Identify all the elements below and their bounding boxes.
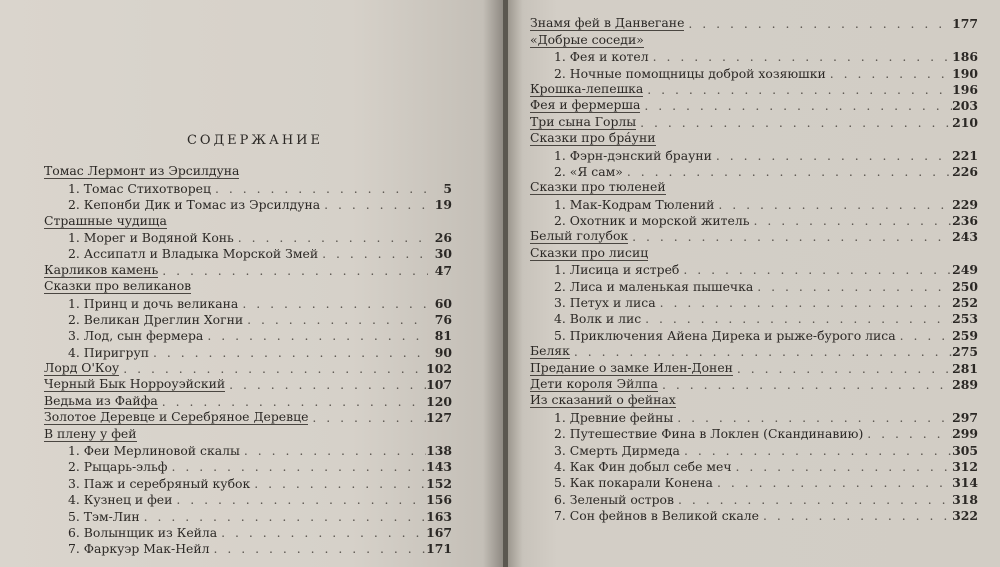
toc-page-number: 186 <box>952 49 978 65</box>
toc-page-number: 253 <box>952 311 978 327</box>
toc-entry-title: Страшные чудища <box>44 212 167 228</box>
toc-page-number: 210 <box>952 114 978 130</box>
dot-leader <box>240 443 426 458</box>
dot-leader <box>318 246 428 261</box>
toc-entry-title: 5. Как покарали Конена <box>554 475 713 491</box>
toc-entry-title: В плену у фей <box>44 425 137 441</box>
toc-entry-title: Лорд О'Коу <box>44 360 120 376</box>
toc-entry <box>44 311 452 327</box>
toc-entry-title: Карликов камень <box>44 261 159 277</box>
dot-leader <box>636 115 952 130</box>
dot-leader <box>679 262 952 277</box>
toc-entry <box>530 441 978 457</box>
toc-section-entry <box>44 261 452 277</box>
toc-entry-title: 1. Принц и дочь великана <box>68 295 239 311</box>
dot-leader <box>684 16 952 31</box>
toc-entry <box>44 458 452 474</box>
toc-page-number: 47 <box>434 262 452 278</box>
toc-page-number: 236 <box>952 213 978 229</box>
toc-entry <box>44 343 452 359</box>
toc-entry-title: Из сказаний о фейнах <box>530 392 676 408</box>
toc-entry-title: «Добрые соседи» <box>530 31 644 47</box>
toc-entry-title: 4. Пиригруп <box>68 344 149 360</box>
toc-page-number: 5 <box>443 180 452 196</box>
toc-entry-title: 1. Мак-Кодрам Тюлений <box>554 196 715 212</box>
dot-leader <box>640 98 952 113</box>
toc-page-number: 171 <box>426 541 452 557</box>
toc-entry-title: 1. Древние фейны <box>554 409 674 425</box>
toc-entry <box>530 490 978 506</box>
toc-entry-title: 5. Тэм-Лин <box>68 508 140 524</box>
toc-entry-title: Беляк <box>530 343 570 359</box>
toc-page-number: 229 <box>952 196 978 212</box>
toc-page-number: 289 <box>952 376 978 392</box>
toc-entry <box>530 212 978 228</box>
toc-section-entry <box>44 409 452 425</box>
toc-entry <box>44 507 452 523</box>
toc-entry <box>530 277 978 293</box>
dot-leader <box>826 66 952 81</box>
dot-leader <box>238 296 428 311</box>
toc-entry-title: Томас Лермонт из Эрсилдуна <box>44 163 240 179</box>
toc-page-number: 281 <box>952 360 978 376</box>
toc-section-entry <box>44 425 452 441</box>
toc-entry-title: 1. Феи Мерлиновой скалы <box>68 443 240 459</box>
toc-page-number: 152 <box>426 475 452 491</box>
toc-page-number: 76 <box>434 311 452 327</box>
dot-leader <box>656 295 953 310</box>
toc-entry-title: Крошка-лепешка <box>530 80 644 96</box>
dot-leader <box>641 311 952 326</box>
toc-page-number: 259 <box>952 327 978 343</box>
toc-entry-title: 5. Приключения Айена Дирека и рыже-бурого лиса <box>554 327 896 343</box>
toc-entry <box>530 507 978 523</box>
toc-entry-title: 2. Кепонби Дик и Томас из Эрсилдуна <box>68 197 321 213</box>
toc-section-entry <box>530 343 978 359</box>
toc-entry <box>530 474 978 490</box>
toc-entry <box>44 245 452 261</box>
toc-page-number: 90 <box>434 344 452 360</box>
toc-entry <box>44 524 452 540</box>
page-title: СОДЕРЖАНИЕ <box>186 133 324 148</box>
toc-page-number: 322 <box>952 508 978 524</box>
toc-entry-title: Сказки про тюленей <box>530 179 666 195</box>
dot-leader <box>209 541 426 556</box>
dot-leader <box>714 197 952 212</box>
toc-page-number: 297 <box>952 409 978 425</box>
toc-entry-title: Три сына Горлы <box>530 113 637 129</box>
toc-entry <box>44 491 452 507</box>
dot-leader <box>225 377 426 392</box>
dot-leader <box>759 508 952 523</box>
toc-entry-title: Предание о замке Илен-Донен <box>530 359 733 375</box>
toc-entry-title: 1. Морег и Водяной Конь <box>68 229 234 245</box>
toc-page-number: 177 <box>952 16 978 32</box>
dot-leader <box>570 344 952 359</box>
dot-leader <box>217 525 426 540</box>
dot-leader <box>680 443 952 458</box>
toc-entry-title: 2. Путешествие Фина в Локлен (Скандинавию) <box>554 426 864 442</box>
toc-right-column <box>530 15 978 523</box>
dot-leader <box>673 410 952 425</box>
dot-leader <box>250 476 426 491</box>
toc-entry-title: 3. Смерть Дирмеда <box>554 442 680 458</box>
dot-leader <box>119 361 426 376</box>
toc-section-entry <box>530 113 978 129</box>
dot-leader <box>643 82 952 97</box>
toc-entry-title: 7. Сон фейнов в Великой скале <box>554 508 759 524</box>
toc-page-number: 19 <box>434 197 452 213</box>
toc-page-number: 30 <box>434 246 452 262</box>
toc-entry-title: Сказки про лисиц <box>530 244 649 260</box>
toc-entry <box>530 408 978 424</box>
toc-entry-title: Черный Бык Норроуэйский <box>44 376 226 392</box>
toc-entry <box>530 48 978 64</box>
toc-page-number: 275 <box>952 344 978 360</box>
toc-entry <box>44 540 452 556</box>
toc-section-entry <box>44 278 452 294</box>
toc-entry <box>530 146 978 162</box>
toc-page-number: 138 <box>426 443 452 459</box>
dot-leader <box>623 164 952 179</box>
toc-entry-title: 4. Как Фин добыл себе меч <box>554 458 732 474</box>
dot-leader <box>172 492 426 507</box>
toc-page-number: 127 <box>426 410 452 426</box>
toc-page-number: 318 <box>952 491 978 507</box>
toc-entry <box>44 229 452 245</box>
dot-leader <box>732 459 953 474</box>
toc-section-entry <box>530 392 978 408</box>
toc-entry-title: 3. Паж и серебряный кубок <box>68 475 251 491</box>
toc-left-column <box>44 163 452 556</box>
toc-entry-title: 4. Кузнец и феи <box>68 492 173 508</box>
toc-page-number: 305 <box>952 442 978 458</box>
toc-entry-title: Белый голубок <box>530 228 629 244</box>
dot-leader <box>308 410 426 425</box>
toc-section-entry <box>44 392 452 408</box>
toc-entry <box>530 425 978 441</box>
toc-page-number: 312 <box>952 458 978 474</box>
toc-page-number: 120 <box>426 393 452 409</box>
dot-leader <box>753 279 952 294</box>
dot-leader <box>674 492 952 507</box>
toc-entry-title: 2. Рыцарь-эльф <box>68 459 168 475</box>
toc-entry-title: Фея и фермерша <box>530 97 641 113</box>
toc-entry <box>530 64 978 80</box>
toc-section-entry <box>530 31 978 47</box>
toc-entry <box>530 163 978 179</box>
toc-entry-title: 7. Фаркуэр Мак-Нейл <box>68 541 210 557</box>
toc-section-entry <box>530 81 978 97</box>
dot-leader <box>896 328 953 343</box>
dot-leader <box>863 426 952 441</box>
dot-leader <box>149 345 428 360</box>
toc-section-entry <box>530 179 978 195</box>
toc-section-entry <box>530 15 978 31</box>
toc-entry <box>44 196 452 212</box>
toc-entry-title: 2. Охотник и морской житель <box>554 213 750 229</box>
toc-entry-title: 3. Лод, сын фермера <box>68 328 204 344</box>
right-page <box>508 0 1000 567</box>
toc-page-number: 102 <box>426 361 452 377</box>
toc-page-number: 156 <box>426 492 452 508</box>
toc-page-number: 250 <box>952 278 978 294</box>
toc-section-entry <box>44 376 452 392</box>
toc-entry-title: Золотое Деревце и Серебряное Деревце <box>44 409 309 425</box>
dot-leader <box>243 312 428 327</box>
toc-entry <box>530 310 978 326</box>
toc-entry-title: 2. Лиса и маленькая пышечка <box>554 278 754 294</box>
toc-entry-title: 2. Ассипатл и Владыка Морской Змей <box>68 246 319 262</box>
toc-entry-title: 1. Фея и котел <box>554 49 649 65</box>
toc-entry <box>530 294 978 310</box>
toc-entry-title: 4. Волк и лис <box>554 311 642 327</box>
toc-entry-title: 3. Петух и лиса <box>554 295 656 311</box>
toc-section-entry <box>530 228 978 244</box>
toc-entry-title: Сказки про брáуни <box>530 130 656 146</box>
toc-page-number: 143 <box>426 459 452 475</box>
toc-entry <box>44 442 452 458</box>
toc-page-number: 26 <box>434 229 452 245</box>
dot-leader <box>320 197 428 212</box>
dot-leader <box>649 49 953 64</box>
toc-page-number: 299 <box>952 426 978 442</box>
dot-leader <box>158 394 426 409</box>
dot-leader <box>167 459 426 474</box>
toc-page-number: 314 <box>952 475 978 491</box>
toc-entry-title: 1. Лисица и ястреб <box>554 262 680 278</box>
toc-section-entry <box>44 212 452 228</box>
toc-entry-title: 6. Волынщик из Кейла <box>68 524 218 540</box>
toc-page-number: 226 <box>952 163 978 179</box>
toc-page-number: 252 <box>952 295 978 311</box>
toc-entry-title: Сказки про великанов <box>44 278 192 294</box>
dot-leader <box>733 361 952 376</box>
toc-page-number: 107 <box>426 377 452 393</box>
toc-page-number: 203 <box>952 98 978 114</box>
toc-page-number: 190 <box>952 65 978 81</box>
toc-page-number: 60 <box>434 295 452 311</box>
toc-entry <box>44 474 452 490</box>
toc-page-number: 196 <box>952 81 978 97</box>
toc-entry-title: 6. Зеленый остров <box>554 491 674 507</box>
toc-section-entry <box>44 360 452 376</box>
toc-page-number: 243 <box>952 229 978 245</box>
toc-entry <box>530 261 978 277</box>
dot-leader <box>203 328 428 343</box>
toc-section-entry <box>530 97 978 113</box>
toc-page-number: 249 <box>952 262 978 278</box>
toc-entry <box>530 458 978 474</box>
dot-leader <box>628 229 952 244</box>
toc-page-number: 163 <box>426 508 452 524</box>
toc-entry-title: Знамя фей в Данвегане <box>530 15 685 31</box>
toc-entry <box>44 294 452 310</box>
toc-section-entry <box>530 359 978 375</box>
dot-leader <box>234 230 428 245</box>
toc-entry-title: 2. Ночные помощницы доброй хозяюшки <box>554 65 826 81</box>
toc-section-entry <box>530 130 978 146</box>
toc-entry-title: 2. Великан Дреглин Хогни <box>68 311 244 327</box>
toc-section-entry <box>530 376 978 392</box>
dot-leader <box>211 181 428 196</box>
toc-entry-title: 1. Фэрн-дэнский брауни <box>554 147 712 163</box>
dot-leader <box>158 263 428 278</box>
toc-entry <box>44 179 452 195</box>
toc-entry-title: 1. Томас Стихотворец <box>68 180 211 196</box>
toc-entry-title: Дети короля Эйлпа <box>530 375 658 391</box>
dot-leader <box>140 509 426 524</box>
toc-entry-title: Ведьма из Файфа <box>44 392 158 408</box>
toc-entry <box>44 327 452 343</box>
dot-leader <box>749 213 952 228</box>
dot-leader <box>712 148 952 163</box>
dot-leader <box>658 377 952 392</box>
toc-section-entry <box>44 163 452 179</box>
toc-entry-title: 2. «Я сам» <box>554 163 623 179</box>
toc-section-entry <box>530 244 978 260</box>
toc-entry <box>530 326 978 342</box>
toc-entry <box>530 195 978 211</box>
toc-page-number: 221 <box>952 147 978 163</box>
toc-page-number: 167 <box>426 524 452 540</box>
dot-leader <box>713 475 952 490</box>
toc-page-number: 81 <box>434 328 452 344</box>
